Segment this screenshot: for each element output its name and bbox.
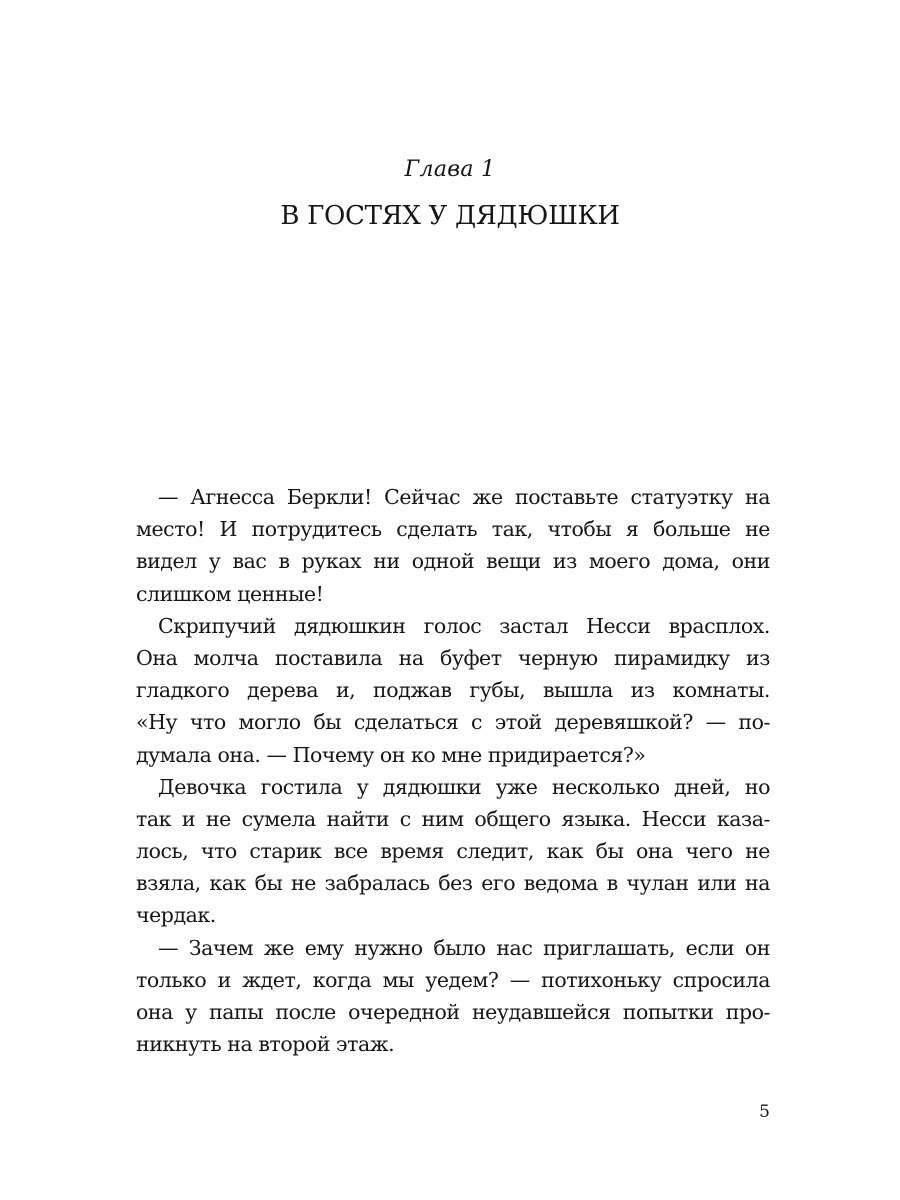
chapter-title: В ГОСТЯХ У ДЯДЮШКИ	[280, 201, 620, 231]
chapter-label: Глава 1	[404, 157, 496, 182]
text-line: чердак.	[136, 903, 216, 928]
text-line: Девочка гостила у дядюшки уже несколько дней, но	[158, 774, 770, 799]
text-line: гладкого дерева и, поджав губы, вышла из комнаты.	[136, 678, 770, 703]
text-line: — Агнесса Беркли! Сейчас же поставьте статуэтку на	[158, 485, 770, 509]
text-line: так и не сумела найти с ним общего языка. Несси каза-	[136, 806, 770, 831]
text-line: думала она. — Почему он ко мне придирается?»	[136, 742, 646, 767]
text-line: взяла, как бы не забралась без его ведома в чулан или на	[136, 871, 770, 896]
text-line: лось, что старик все время следит, как бы она чего не	[136, 839, 770, 864]
text-line: «Ну что могло бы сделаться с этой деревяшкой? — по-	[136, 710, 770, 735]
text-line: видел у вас в руках ни одной вещи из моего дома, они	[136, 549, 770, 574]
text-line: никнуть на второй этаж.	[136, 1032, 395, 1057]
text-line: — Зачем же ему нужно было нас приглашать, если он	[158, 935, 770, 960]
text-line: слишком ценные!	[136, 581, 324, 606]
text-line: только и ждет, когда мы уедем? — потихоньку спросила	[136, 967, 770, 992]
text-line: Она молча поставила на буфет черную пирамидку из	[136, 645, 770, 670]
text-line: место! И потрудитесь сделать так, чтобы я больше не	[136, 517, 770, 542]
page-number: 5	[759, 1102, 770, 1122]
text-line: Скрипучий дядюшкин голос застал Несси врасплох.	[158, 613, 770, 638]
body-text	[136, 481, 770, 1060]
text-line: она у папы после очередной неудавшейся попытки про-	[136, 1000, 770, 1024]
